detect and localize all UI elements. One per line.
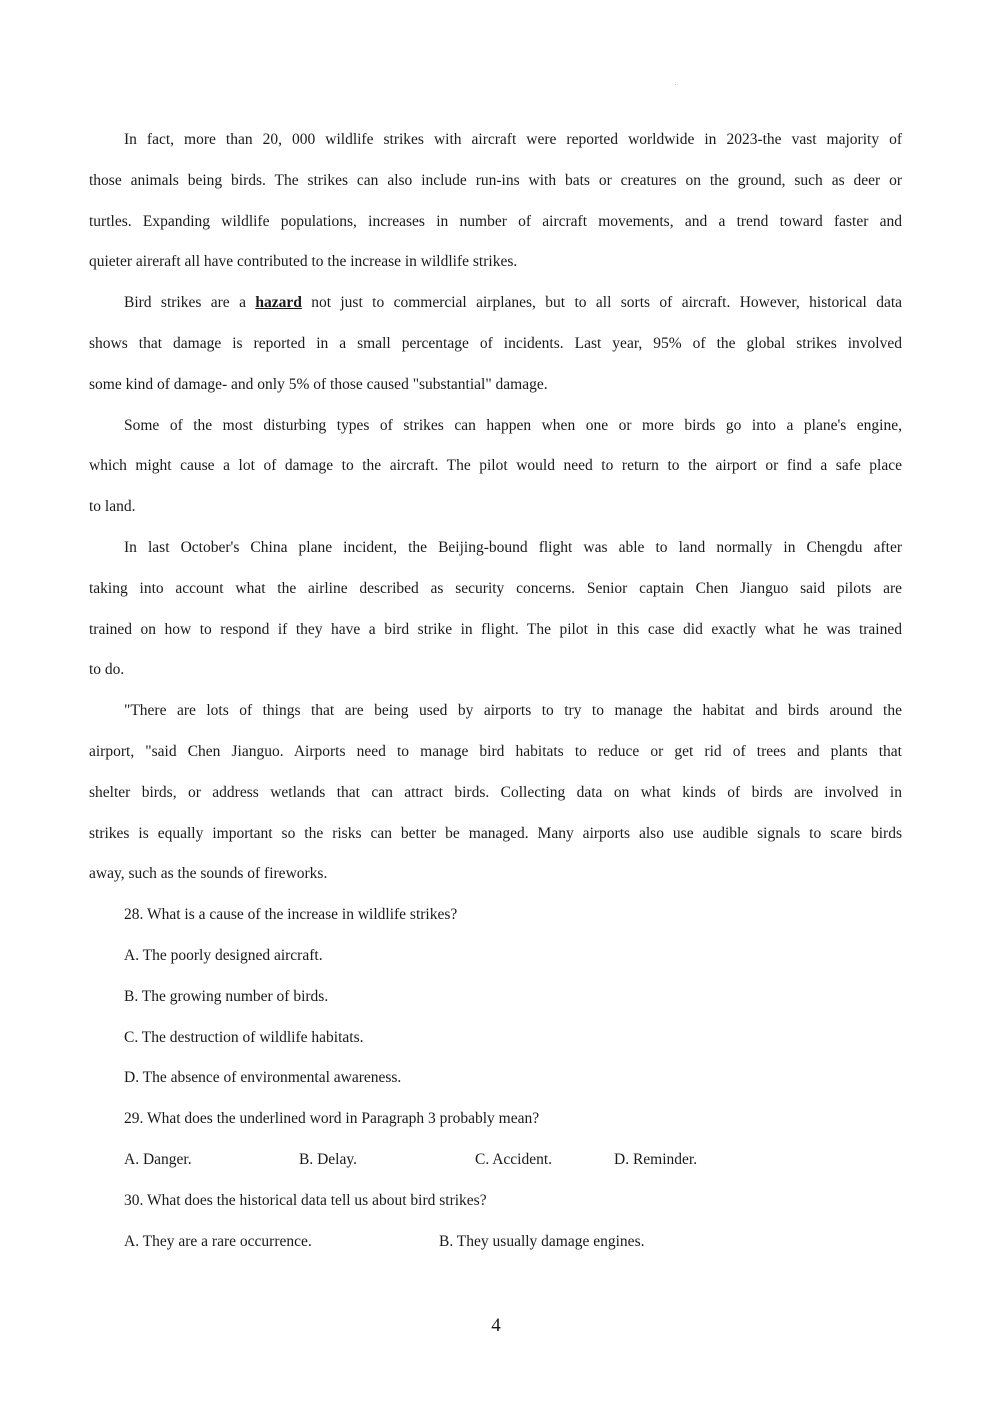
- paragraph-line: strikes is equally important so the risks can better be managed. Many airports also use audible signals to scare birds: [89, 824, 902, 842]
- page-number: 4: [491, 1315, 501, 1336]
- paragraph-line: which might cause a lot of damage to the aircraft. The pilot would need to return to the airport or find a safe place: [89, 457, 902, 475]
- paragraph-line: turtles. Expanding wildlife populations, increases in number of aircraft movements, and a trend toward faster and: [89, 212, 902, 230]
- answer-option-d: D. The absence of environmental awareness.: [124, 1069, 402, 1087]
- paragraph-3: [89, 406, 902, 528]
- paragraph-line: shelter birds, or address wetlands that can attract birds. Collecting data on what kinds of birds are involved in: [89, 783, 902, 801]
- paragraph-line: to do.: [89, 661, 125, 679]
- question-29: [89, 1099, 902, 1181]
- answer-option-b: B. They usually damage engines.: [439, 1232, 645, 1250]
- paragraph-line: some kind of damage- and only 5% of those caused "substantial" damage.: [89, 375, 548, 393]
- paragraph-5: [89, 691, 902, 895]
- answer-options-row: [89, 1140, 902, 1181]
- paragraph-line: those animals being birds. The strikes can also include run-ins with bats or creatures on the ground, such as deer or: [89, 171, 902, 189]
- question-28: [89, 895, 902, 1099]
- paragraph-line: In last October's China plane incident, the Beijing-bound flight was able to land normally in Chengdu after: [124, 538, 902, 556]
- question-stem: 30. What does the historical data tell us about bird strikes?: [124, 1191, 487, 1209]
- paragraph-2: [89, 283, 902, 405]
- answer-option-c: C. Accident.: [475, 1150, 553, 1168]
- question-stem: 28. What is a cause of the increase in wildlife strikes?: [124, 906, 458, 924]
- answer-option-b: B. The growing number of birds.: [124, 987, 329, 1005]
- answer-option-a: A. The poorly designed aircraft.: [124, 946, 323, 964]
- scan-dot: [675, 84, 676, 85]
- paragraph-line: [89, 283, 902, 324]
- paragraph-line: airport, "said Chen Jianguo. Airports need to manage bird habitats to reduce or get rid of trees and plants that: [89, 742, 902, 760]
- paragraph-line: shows that damage is reported in a small percentage of incidents. Last year, 95% of the global strikes involved: [89, 334, 902, 352]
- answer-option-a: A. They are a rare occurrence.: [124, 1232, 312, 1250]
- answer-option-a: A. Danger.: [124, 1150, 192, 1168]
- paragraph-1: [89, 120, 902, 283]
- paragraph-line: away, such as the sounds of fireworks.: [89, 865, 328, 883]
- answer-option-d: D. Reminder.: [614, 1150, 698, 1168]
- paragraph-line: to land.: [89, 498, 136, 516]
- paragraph-line: Some of the most disturbing types of strikes can happen when one or more birds go into a plane's engine,: [124, 416, 902, 434]
- question-stem: 29. What does the underlined word in Paragraph 3 probably mean?: [124, 1110, 540, 1128]
- answer-option-c: C. The destruction of wildlife habitats.: [124, 1028, 364, 1046]
- answer-option-b: B. Delay.: [299, 1150, 357, 1168]
- paragraph-line: quieter aireraft all have contributed to the increase in wildlife strikes.: [89, 253, 518, 271]
- paragraph-line: "There are lots of things that are being used by airports to try to manage the habitat and birds around the: [124, 702, 902, 720]
- paragraph-line: In fact, more than 20, 000 wildlife strikes with aircraft were reported worldwide in 2023-the vast majority of: [124, 131, 902, 148]
- paragraph-line: trained on how to respond if they have a bird strike in flight. The pilot in this case did exactly what he was trained: [89, 620, 902, 638]
- question-30: [89, 1181, 902, 1263]
- answer-options-row: [89, 1222, 902, 1263]
- underlined-word: hazard: [255, 294, 302, 312]
- paragraph-text: not just to commercial airplanes, but to all sorts of aircraft. However, historical data: [301, 294, 903, 312]
- paragraph-line: taking into account what the airline described as security concerns. Senior captain Chen Jianguo said pilots are: [89, 579, 902, 597]
- paragraph-4: [89, 528, 902, 691]
- paragraph-text: Bird strikes are a: [124, 294, 256, 312]
- reading-passage: [89, 120, 902, 1262]
